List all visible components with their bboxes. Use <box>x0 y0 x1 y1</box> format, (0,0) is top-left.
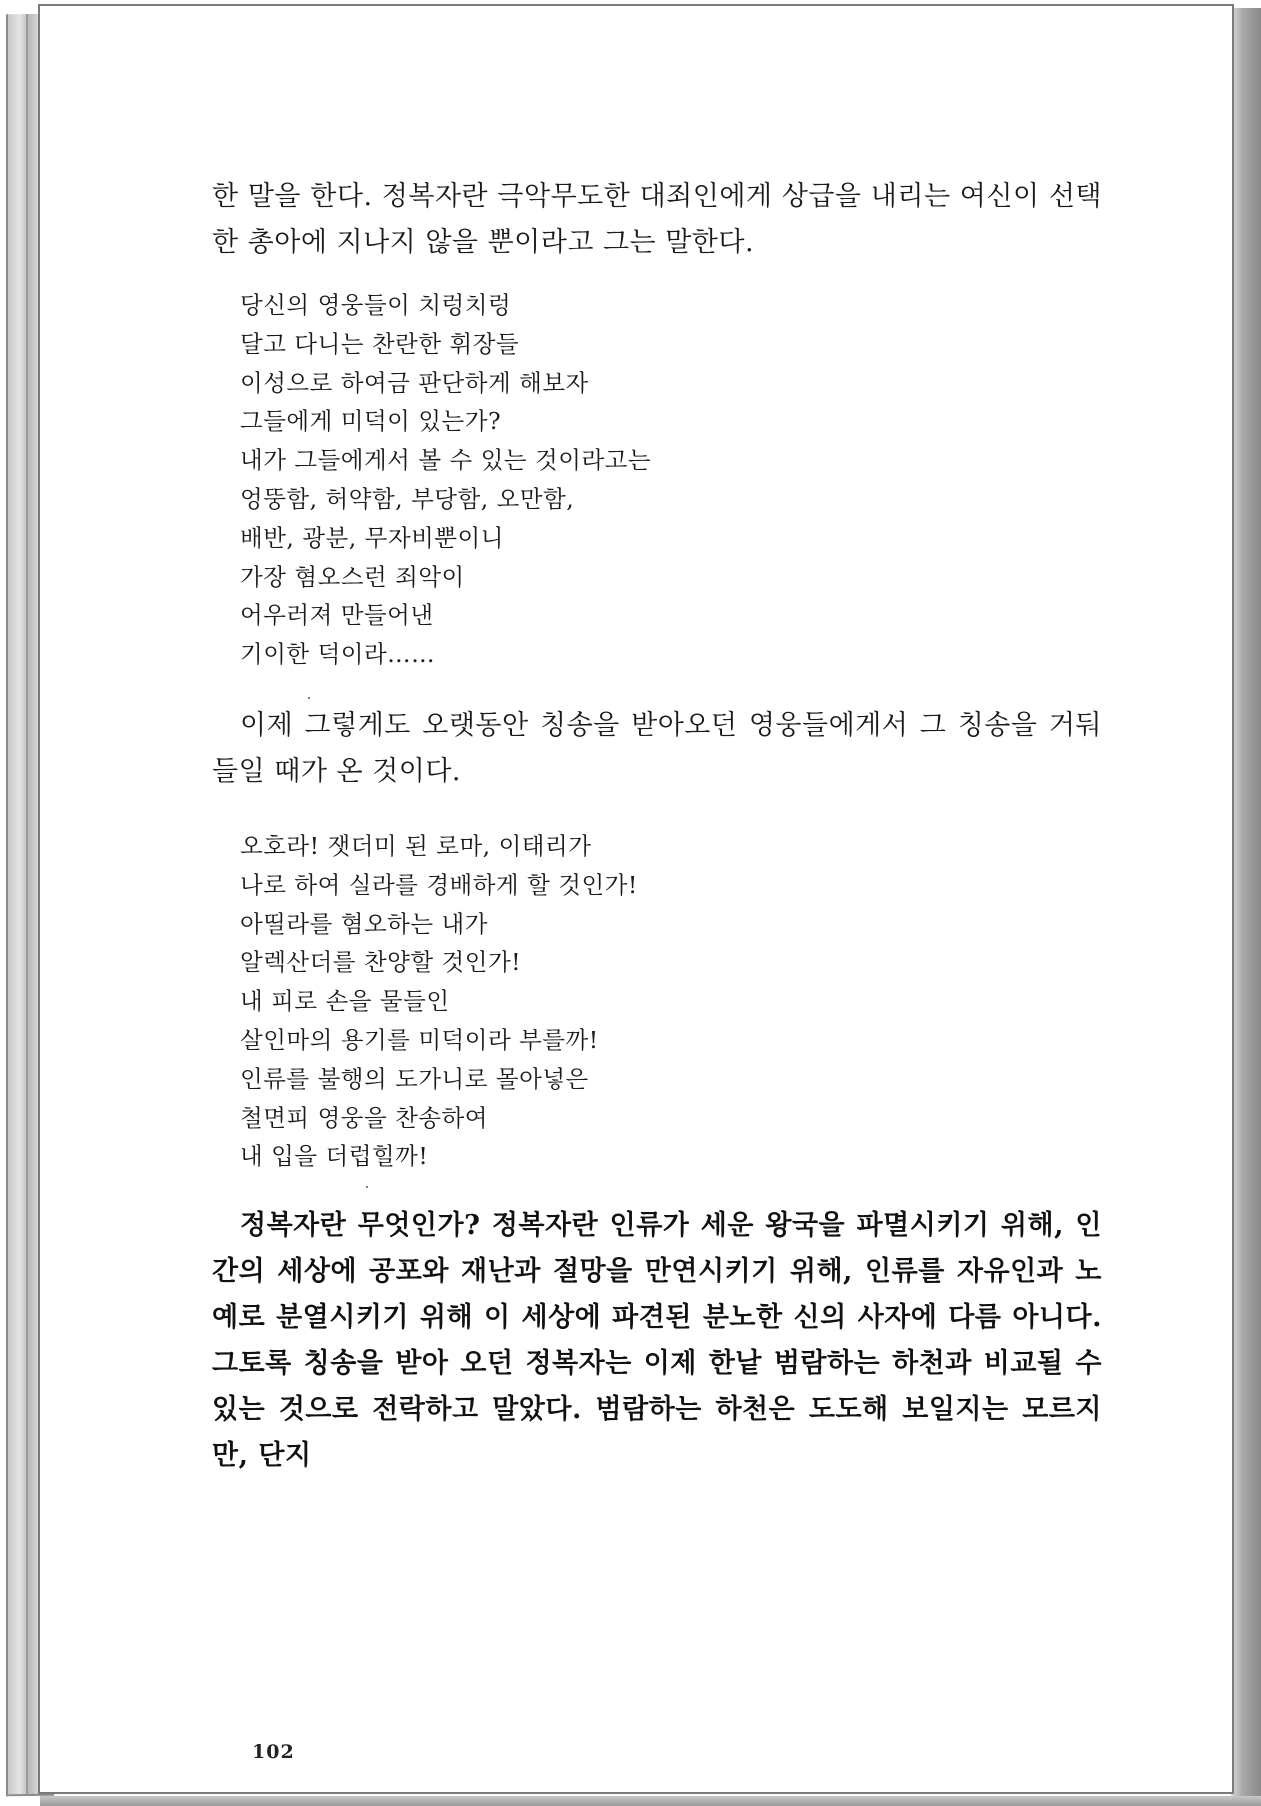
print-speck <box>366 1186 368 1188</box>
right-shadow <box>1231 8 1261 1802</box>
poem-line: 당신의 영웅들이 치렁치렁 <box>240 291 512 319</box>
book-page <box>38 4 1234 1794</box>
poem-line: 그들에게 미덕이 있는가? <box>240 407 502 436</box>
poem-line: 내 입을 더럽힐까! <box>240 1142 429 1171</box>
poem-line: 내가 그들에게서 볼 수 있는 것이라고는 <box>240 446 652 475</box>
poem-line: 기이한 덕이라…… <box>240 640 436 669</box>
poem-line: 인류를 불행의 도가니로 몰아넣은 <box>240 1064 589 1093</box>
poem-line: 배반, 광분, 무자비뿐이니 <box>240 523 504 552</box>
poem-line: 가장 혐오스런 죄악이 <box>240 562 465 591</box>
poem-line: 살인마의 용기를 미덕이라 부를까! <box>240 1025 599 1054</box>
poem-line: 철면피 영웅을 찬송하여 <box>240 1103 488 1132</box>
poem-line: 내 피로 손을 물들인 <box>240 987 450 1016</box>
print-speck <box>308 697 310 699</box>
paragraph-2: 이제 그렇게도 오랫동안 칭송을 받아오던 영웅들에게서 그 칭송을 거둬들일 때가 온 것이다. <box>212 710 1102 787</box>
poem-line: 아띨라를 혐오하는 내가 <box>240 909 488 938</box>
paragraph-1: 한 말을 한다. 정복자란 극악무도한 대죄인에게 상급을 내리는 여신이 선택한 총아에 지나지 않을 뿐이라고 그는 말한다. <box>212 181 1102 258</box>
poem-line: 이성으로 하여금 판단하게 해보자 <box>240 368 589 397</box>
bottom-shadow <box>40 1796 1261 1806</box>
poem-line: 나로 하여 실라를 경배하게 할 것인가! <box>240 870 638 899</box>
poem-line: 알렉산더를 찬양할 것인가! <box>240 948 522 977</box>
poem-line: 엉뚱함, 허약함, 부당함, 오만함, <box>240 484 575 513</box>
poem-line: 달고 다니는 찬란한 휘장들 <box>240 329 520 358</box>
poem-line: 어우러져 만들어낸 <box>240 601 434 630</box>
page-number: 102 <box>252 1741 295 1763</box>
poem-1 <box>240 286 1130 674</box>
poem-line: 오호라! 잿더미 된 로마, 이태리가 <box>240 832 592 860</box>
poem-2 <box>240 827 1130 1176</box>
paragraph-3: 정복자란 무엇인가? 정복자란 인류가 세운 왕국을 파멸시키기 위해, 인간의 세상에 공포와 재난과 절망을 만연시키기 위해, 인류를 자유인과 노예로 분열시키기 위해 이 세상에 파견된 분노한 신의 사자에 다름 아니다. 그토록 칭송을 받아 오던 정복자는 이제 한낱 범람하는 하천과 비교될 수 있는 것으로 전락하고 말았다. 범람하는 하천은 도도해 보일지는 모르지만, 단지 <box>212 1210 1102 1471</box>
